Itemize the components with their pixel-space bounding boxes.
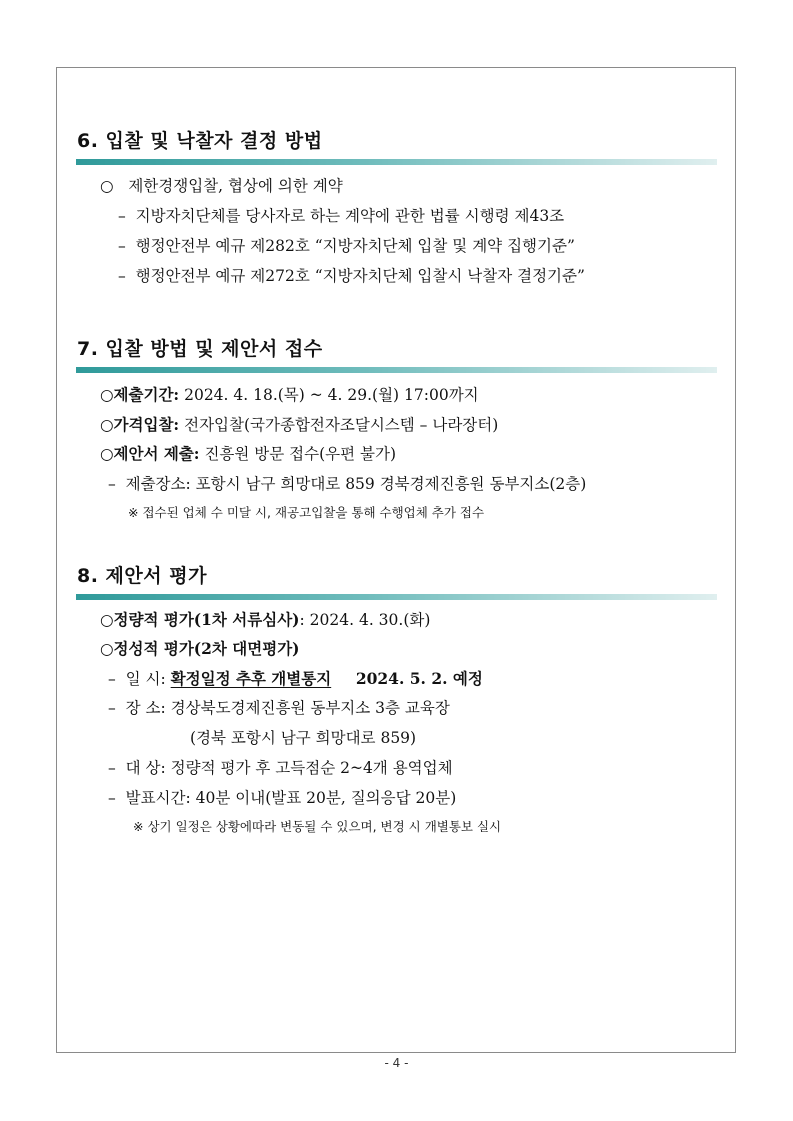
s8-date [108, 668, 483, 690]
s7-submit [100, 443, 396, 465]
section-6-title: 6. 입찰 및 낙찰자 결정 방법 [77, 130, 323, 152]
s6-item [100, 175, 343, 197]
s7-bid-label: 가격입찰: [113, 415, 180, 434]
s6-sub-2-text: 행정안전부 예규 제282호 “지방자치단체 입찰 및 계약 집행기준” [135, 237, 575, 255]
section-7-bar [76, 367, 717, 373]
s8-qual-label: 정성적 평가(2차 대면평가) [113, 639, 300, 658]
s7-submit-value: 진흥원 방문 접수(우편 불가) [204, 445, 397, 463]
section-8-title: 8. 제안서 평가 [77, 565, 207, 587]
s8-target-value: 정량적 평가 후 고득점순 2~4개 용역업체 [170, 759, 453, 777]
dash: – [118, 237, 126, 255]
s6-sub-1-text: 지방자치단체를 당사자로 하는 계약에 관한 법률 시행령 제43조 [135, 207, 565, 225]
s8-date-value: 확정일정 추후 개별통지 [170, 669, 332, 688]
s7-submit-label: 제안서 제출: [113, 444, 200, 463]
s8-target [108, 757, 453, 779]
s8-quant-label: 정량적 평가(1차 서류심사) [113, 610, 300, 629]
s8-date-label: 일 시: [125, 670, 166, 688]
s8-time-label: 발표시간: [125, 789, 191, 807]
s8-time-value: 40분 이내(발표 20분, 질의응답 20분) [195, 789, 457, 807]
s8-loc-label: 장 소: [125, 699, 166, 717]
s8-target-label: 대 상: [125, 759, 166, 777]
dash: – [108, 475, 116, 493]
bullet: ○ [100, 640, 114, 658]
s6-sub-3-text: 행정안전부 예규 제272호 “지방자치단체 입찰시 낙찰자 결정기준” [135, 267, 585, 285]
dash: – [118, 207, 126, 225]
section-8-bar [76, 594, 717, 600]
bullet: ○ [100, 611, 114, 629]
s8-date-plan: 2024. 5. 2. 예정 [355, 669, 483, 688]
section-6-bar [76, 159, 717, 165]
s6-item-text: 제한경쟁입찰, 협상에 의한 계약 [128, 177, 343, 195]
s8-location [108, 697, 450, 719]
bullet: ○ [100, 416, 114, 434]
dash: – [108, 699, 116, 717]
s8-note: ※ 상기 일정은 상황에따라 변동될 수 있으며, 변경 시 개별통보 실시 [133, 819, 502, 834]
s6-sub-2 [118, 235, 575, 257]
dash: – [118, 267, 126, 285]
s8-qual [100, 638, 300, 660]
bullet: ○ [100, 445, 114, 463]
dash: – [108, 670, 116, 688]
s7-bid-value: 전자입찰(국가종합전자조달시스템 – 나라장터) [184, 416, 499, 434]
s7-period-value: 2024. 4. 18.(목) ~ 4. 29.(월) 17:00까지 [184, 386, 479, 404]
s7-period [100, 384, 479, 406]
s8-time [108, 787, 456, 809]
dash: – [108, 789, 116, 807]
s8-loc-addr: (경북 포항시 남구 희망대로 859) [190, 729, 417, 747]
s7-period-label: 제출기간: [113, 385, 180, 404]
s7-place [108, 473, 586, 495]
s7-place-text: 제출장소: 포항시 남구 희망대로 859 경북경제진흥원 동부지소(2층) [125, 475, 587, 493]
section-7-title: 7. 입찰 방법 및 제안서 접수 [77, 338, 323, 360]
page-number: - 4 - [384, 1056, 409, 1070]
s8-quant-value: : 2024. 4. 30.(화) [299, 611, 431, 629]
s8-loc-value: 경상북도경제진흥원 동부지소 3층 교육장 [170, 699, 450, 717]
s8-quant [100, 609, 430, 631]
bullet: ○ [100, 177, 114, 195]
s7-note: ※ 접수된 업체 수 미달 시, 재공고입찰을 통해 수행업체 추가 접수 [128, 505, 485, 520]
s6-sub-1 [118, 205, 564, 227]
dash: – [108, 759, 116, 777]
bullet: ○ [100, 386, 114, 404]
s7-bid [100, 414, 498, 436]
s6-sub-3 [118, 265, 585, 287]
